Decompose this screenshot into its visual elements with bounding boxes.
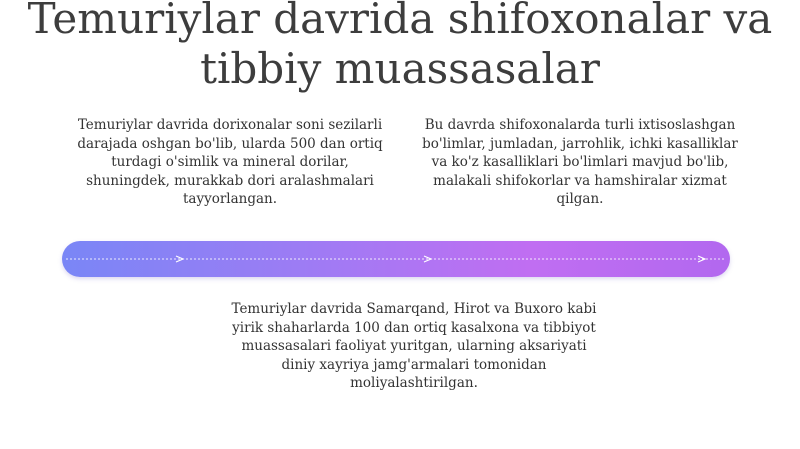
slide-title: Temuriylar davrida shifoxonalar va tibbiy muassasalar [27,0,773,93]
text-block-hospitals: Temuriylar davrida Samarqand, Hirot va Buxoro kabi yirik shaharlarda 100 dan ortiq kasalxona va tibbiyot muassasalari faoliyat yuritgan, ularning aksariyati diniy xayriya jamg'armalari tomonidan moliyalashtirilgan. [231,301,597,391]
timeline-bar [62,241,730,277]
text-block-departments: Bu davrda shifoxonalarda turli ixtisoslashgan bo'limlar, jumladan, jarrohlik, ichki kasalliklar va ko'z kasalliklari bo'limlari mavjud bo'lib, malakali shifokorlar va hamshiralar xizmat qilgan. [422,117,738,207]
text-block-pharmacies: Temuriylar davrida dorixonalar soni sezilarli darajada oshgan bo'lib, ularda 500 dan ortiq turdagi o'simlik va mineral dorilar, shuningdek, murakkab dori aralashmalari tayyorlangan. [77,117,383,207]
timeline-arrows [62,241,730,277]
